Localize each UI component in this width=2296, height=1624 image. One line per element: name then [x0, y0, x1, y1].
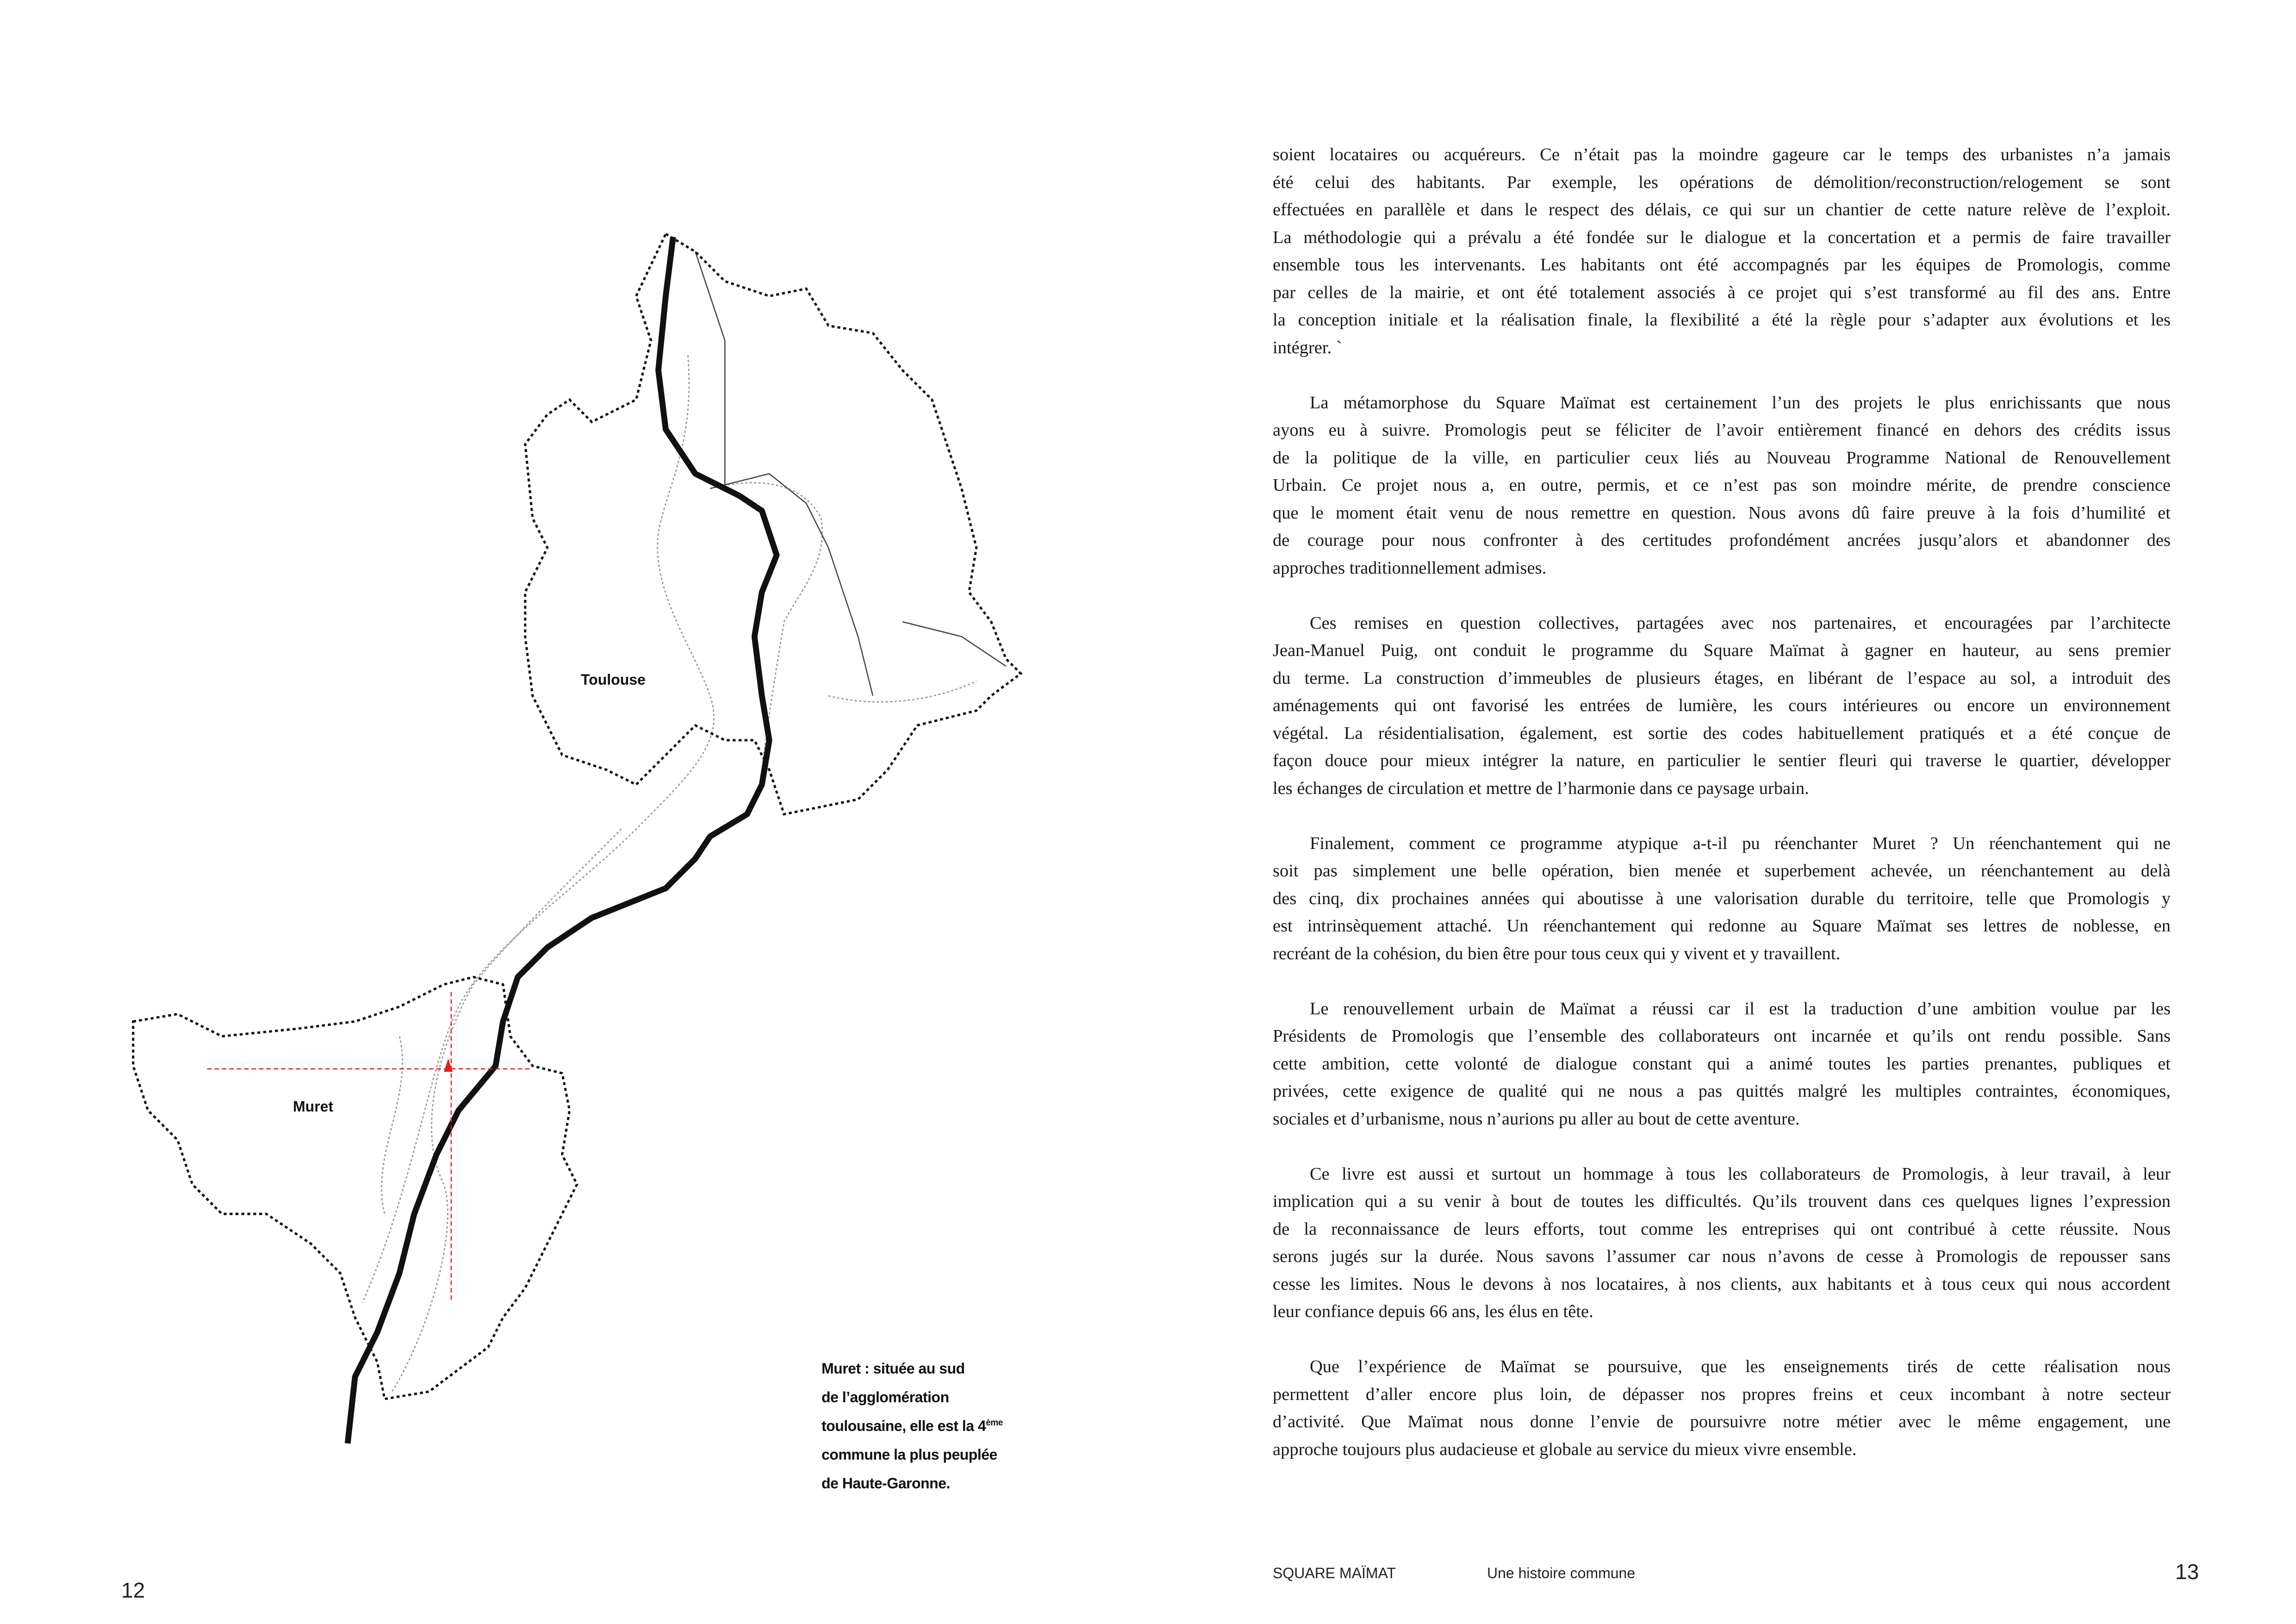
text-line: ayons eu à suivre. Promologis peut se féliciter de l’avoir entièrement financé en dehors des crédits issus: [1273, 420, 2171, 440]
text-line: implication qui a su venir à bout de toutes les difficultés. Qu’ils trouvent dans ces quelques lignes l’expression: [1273, 1192, 2171, 1211]
text-line: serons jugés sur la durée. Nous savons l’assumer car nous n’avons de cesse à Promologis de repousser sans: [1273, 1247, 2171, 1266]
text-line: permettent d’aller encore plus loin, de dépasser nos propres freins et ceux incombant à notre secteur: [1273, 1384, 2171, 1404]
text-line: Urbain. Ce projet nous a, en outre, permis, et ce n’est pas son moindre mérite, de prendre conscience: [1273, 475, 2171, 495]
caption-line: commune la plus peuplée: [821, 1446, 997, 1463]
text-line: Le renouvellement urbain de Maïmat a réussi car il est la traduction d’une ambition voulue par les: [1310, 999, 2171, 1018]
text-line: Jean-Manuel Puig, ont conduit le programme du Square Maïmat à gagner en hauteur, au sens premier: [1273, 641, 2171, 660]
body-text: [1273, 141, 2171, 1491]
secondary-boundaries: [362, 355, 977, 1391]
toulouse-boundary: [525, 234, 1021, 814]
page-number-right: 13: [2175, 1560, 2199, 1584]
paragraph: [1273, 1161, 2171, 1326]
text-line: Présidents de Promologis que l’ensemble des collaborateurs ont incarnée et qu’ils ont rendu possible. Sans: [1273, 1026, 2171, 1046]
garonne-river: [348, 237, 777, 1443]
muret-location-marker: [207, 992, 533, 1303]
muret-boundary: [133, 977, 577, 1399]
caption-line: de l’agglomération: [821, 1389, 949, 1405]
text-line: de la politique de la ville, en particulier ceux liés au Nouveau Programme National de Renouvellement: [1273, 448, 2171, 468]
text-line: végétal. La résidentialisation, également, est sortie des codes habituellement pratiqués et a été conçue de: [1273, 723, 2171, 743]
text-line: façon douce pour mieux intégrer la nature, en particulier le sentier fleuri qui traverse le quartier, développer: [1273, 751, 2171, 770]
text-line: Que l’expérience de Maïmat se poursuive, que les enseignements tirés de cette réalisation nous: [1310, 1357, 2171, 1376]
caption-line: Muret : située au sud: [821, 1360, 965, 1377]
paragraph: [1273, 610, 2171, 803]
text-line: la conception initiale et la réalisation finale, la flexibilité a été la règle pour s’adapter aux évolutions et les: [1273, 310, 2171, 330]
text-line: Ces remises en question collectives, partagées avec nos partenaires, et encouragées par l’architecte: [1310, 613, 2171, 633]
text-line: d’activité. Que Maïmat nous donne l’envie de poursuivre notre métier avec le même engagement, une: [1273, 1412, 2171, 1431]
map-label-toulouse: Toulouse: [581, 671, 646, 688]
caption-line: [821, 1412, 1003, 1440]
text-line: ensemble tous les intervenants. Les habitants ont été accompagnés par les équipes de Promologis, comme: [1273, 255, 2171, 275]
text-line: est intrinsèquement attaché. Un réenchantement qui redonne au Square Maïmat ses lettres de noblesse, en: [1273, 916, 2171, 936]
footer-subtitle: Une histoire commune: [1487, 1565, 1636, 1581]
text-line: Finalement, comment ce programme atypique a-t-il pu réenchanter Muret ? Un réenchantement qui ne: [1310, 833, 2171, 853]
text-line: cesse les limites. Nous le devons à nos locataires, à nos clients, aux habitants et à tous ceux qui nous accordent: [1273, 1274, 2171, 1294]
paragraph: [1273, 1353, 2171, 1463]
roads: [695, 252, 1006, 696]
text-line: été celui des habitants. Par exemple, les opérations de démolition/reconstruction/relogement se sont: [1273, 172, 2171, 192]
text-line: les échanges de circulation et mettre de l’harmonie dans ce paysage urbain.: [1273, 778, 1809, 798]
text-line: cette ambition, cette volonté de dialogue constant qui a animé toutes les parties prenantes, publiques et: [1273, 1054, 2171, 1074]
text-line: des cinq, dix prochaines années qui aboutisse à une valorisation durable du territoire, telle que Promologis y: [1273, 888, 2171, 908]
text-line: par celles de la mairie, et ont été totalement associés à ce projet qui s’est transformé au fil des ans. Entre: [1273, 282, 2171, 302]
caption-superscript: ème: [986, 1418, 1003, 1428]
map-label-muret: Muret: [293, 1098, 334, 1115]
text-line: approche toujours plus audacieuse et globale au service du mieux vivre ensemble.: [1273, 1439, 1857, 1459]
text-line: que le moment était venu de nous remettre en question. Nous avons dû faire preuve à la fois d’humilité et: [1273, 503, 2171, 523]
map-caption: [821, 1354, 1003, 1498]
text-line: soit pas simplement une belle opération, bien menée et superbement achevée, un réenchantement au delà: [1273, 861, 2171, 881]
text-line: intégrer. `: [1273, 337, 1342, 357]
text-line: recréant de la cohésion, du bien être pour tous ceux qui y vivent et y travaillent.: [1273, 943, 1841, 963]
text-line: effectuées en parallèle et dans le respect des délais, ce qui sur un chantier de cette nature relève de l’exploit.: [1273, 200, 2171, 219]
paragraph: [1273, 995, 2171, 1133]
text-line: Ce livre est aussi et surtout un hommage à tous les collaborateurs de Promologis, à leur travail, à leur: [1310, 1164, 2171, 1184]
text-line: de la reconnaissance de leurs efforts, tout comme les entreprises qui ont contribué à cette réussite. Nous: [1273, 1219, 2171, 1239]
text-line: de courage pour nous confronter à des certitudes profondément ancrées jusqu’alors et abandonner des: [1273, 531, 2171, 550]
paragraph: [1273, 141, 2171, 362]
footer-title: SQUARE MAÏMAT: [1273, 1565, 1396, 1581]
text-line: privées, cette exigence de qualité qui ne nous a pas quittés malgré les multiples contraintes, économiques,: [1273, 1081, 2171, 1101]
text-line: sociales et d’urbanisme, nous n’aurions pu aller au bout de cette aventure.: [1273, 1109, 1800, 1129]
page-number-left: 12: [121, 1578, 145, 1602]
caption-text: toulousaine, elle est la 4: [821, 1418, 986, 1434]
text-line: La méthodologie qui a prévalu a été fondée sur le dialogue et la concertation et a permis de faire travailler: [1273, 227, 2171, 247]
text-line: La métamorphose du Square Maïmat est certainement l’un des projets le plus enrichissants que nous: [1310, 393, 2171, 412]
text-line: approches traditionnellement admises.: [1273, 558, 1547, 578]
text-line: leur confiance depuis 66 ans, les élus en tête.: [1273, 1302, 1593, 1321]
caption-line: de Haute-Garonne.: [821, 1475, 950, 1492]
paragraph: [1273, 830, 2171, 968]
text-line: soient locataires ou acquéreurs. Ce n’était pas la moindre gageure car le temps des urbanistes n’a jamais: [1273, 145, 2171, 164]
text-line: aménagements qui ont favorisé les entrées de lumière, les cours intérieures ou encore un environnement: [1273, 696, 2171, 715]
text-line: du terme. La construction d’immeubles de plusieurs étages, en libérant de l’espace au sol, a introduit des: [1273, 668, 2171, 688]
paragraph: [1273, 389, 2171, 582]
